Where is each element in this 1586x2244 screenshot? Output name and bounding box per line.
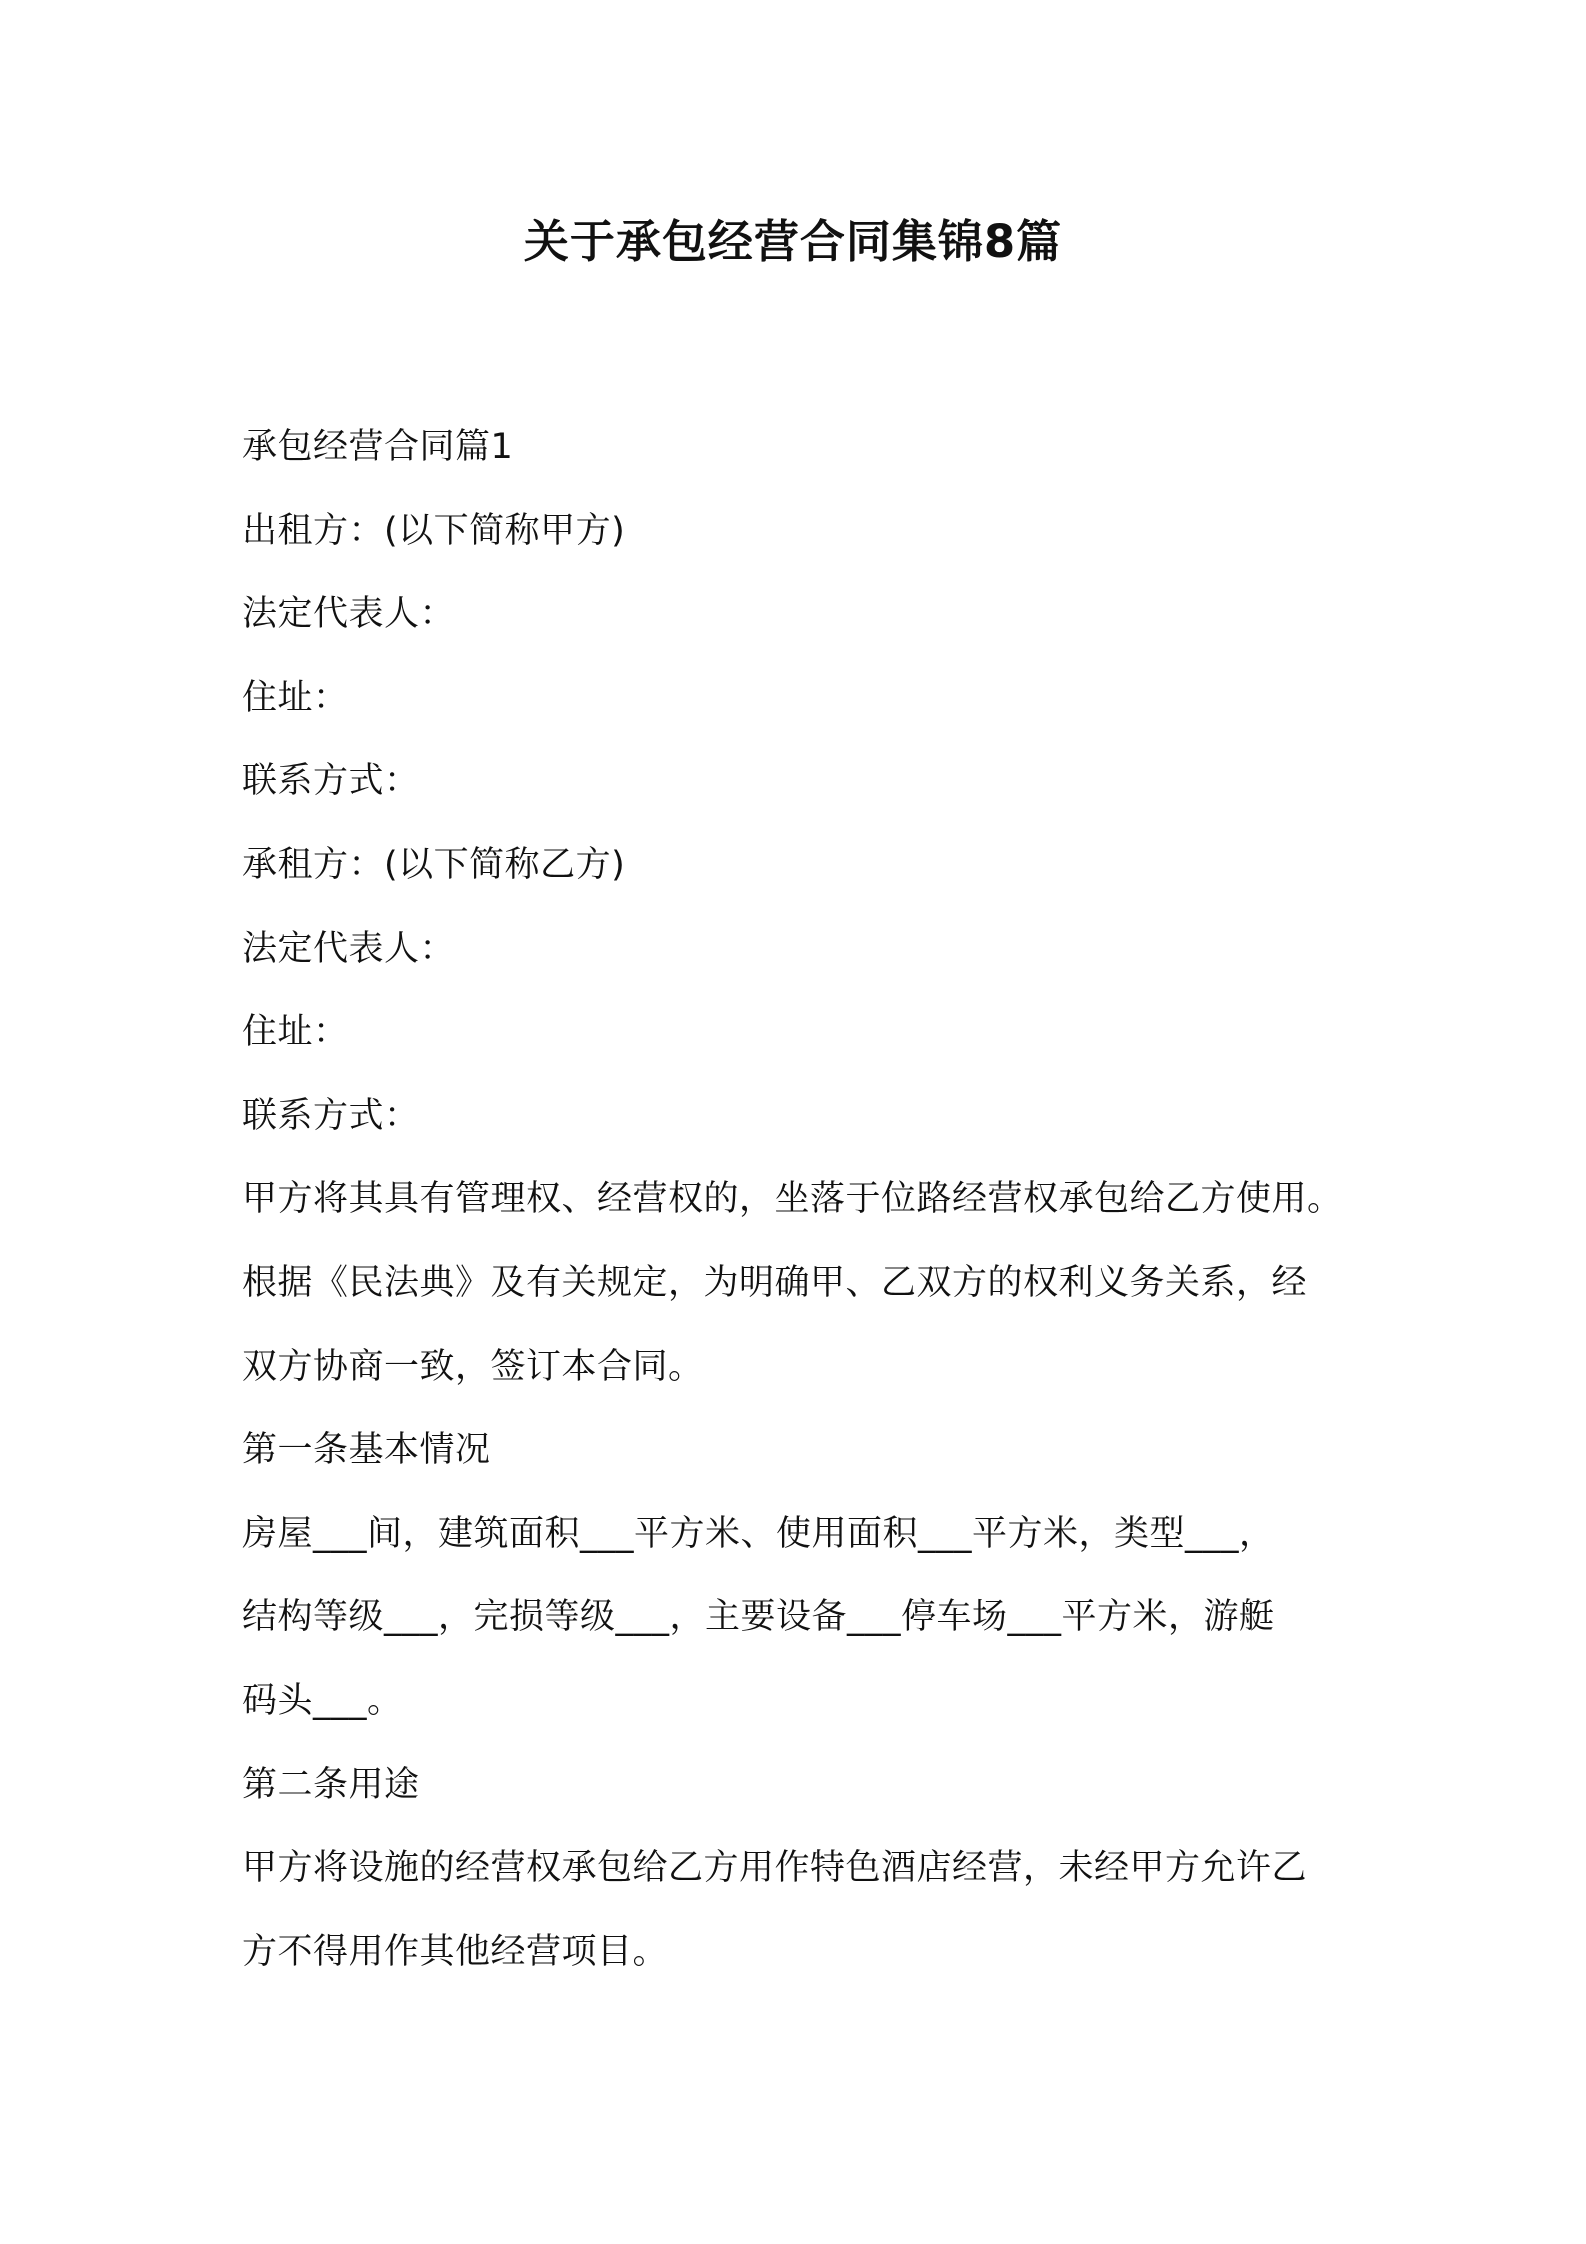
- paragraph-line: 房屋___间，建筑面积___平方米、使用面积___平方米，类型___，: [242, 1513, 1275, 1554]
- lessor-contact-line: 联系方式：: [242, 761, 420, 802]
- paragraph-line: 根据《民法典》及有关规定，为明确甲、乙双方的权利义务关系，经: [242, 1262, 1308, 1303]
- article-heading: 第一条基本情况: [242, 1430, 491, 1471]
- lessee-contact-line: 联系方式：: [242, 1095, 420, 1136]
- paragraph-line: 甲方将设施的经营权承包给乙方用作特色酒店经营，未经甲方允许乙: [242, 1848, 1308, 1889]
- paragraph-line: 甲方将其具有管理权、经营权的，坐落于位路经营权承包给乙方使用。: [242, 1179, 1343, 1220]
- paragraph-line: 码头___。: [242, 1680, 403, 1721]
- lessor-representative-line: 法定代表人：: [242, 594, 456, 635]
- paragraph-line: 双方协商一致，签订本合同。: [242, 1346, 704, 1387]
- lessor-line: 出租方：(以下简称甲方): [242, 510, 626, 551]
- document-title: 关于承包经营合同集锦8篇: [523, 215, 1063, 268]
- document-body: [242, 406, 1362, 1994]
- section-heading: 承包经营合同篇1: [242, 427, 514, 467]
- lessee-line: 承租方：(以下简称乙方): [242, 844, 626, 885]
- article-heading: 第二条用途: [242, 1764, 420, 1805]
- lessee-representative-line: 法定代表人：: [242, 928, 456, 969]
- lessee-address-line: 住址：: [242, 1012, 349, 1053]
- lessor-address-line: 住址：: [242, 677, 349, 718]
- paragraph-line: 结构等级___，完损等级___，主要设备___停车场___平方米，游艇: [242, 1597, 1275, 1638]
- paragraph-line: 方不得用作其他经营项目。: [242, 1931, 669, 1972]
